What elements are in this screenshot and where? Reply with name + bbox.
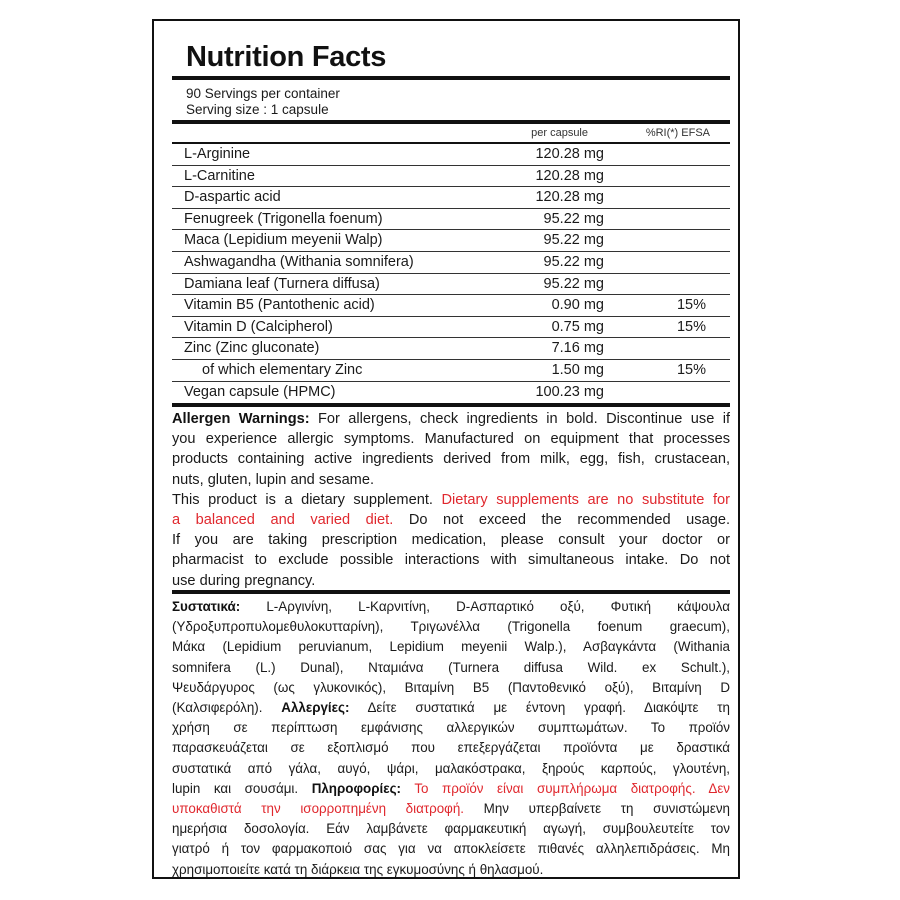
greek-text: Συστατικά: L-Αργινίνη, L-Καρνιτίνη, D-Ασπαρτικό οξύ, Φυτική κάψουλα (Υδροξυπροπυλομεθυλοκυτταρίνη), Τριγωνέλλα (Trigonella foenum graecum), Μάκα (Lepidium peruvianum, Lepidium meyenii Walp.), Ασβαγκάντα (Withania somnifera (L.) Dunal), Νταμιάνα (Turnera diffusa Wild. ex Schult.), Ψευδάργυρος (ως γλυκονικός), Βιταμίνη B5 (Παντοθενικό οξύ), Βιταμίνη D (Καλσιφερόλη). Αλλεργίες: Δείτε συστατικά με έντονη γραφή. Διακόψτε τη χρήση σε περίπτωση εμφάνισης αλλεργικών συμπτωμάτων. Το προϊόν παρασκευάζεται σε εξοπλισμό που επεξεργάζεται προϊόντα με δραστικά συστατικά από γάλα, αυγό, ψάρι, μαλακόστρακα, ξηρούς καρπούς, γλουτένη, lupin και σουσάμι. Πληροφορίες: Το προϊόν είναι συμπλήρωμα διατροφής. Δεν υποκαθιστά την ισορροπημένη διατροφή. Μην υπερβαίνετε τη συνιστώμενη ημερήσια δοσολογία. Εάν λαμβάνετε φαρμακευτική αγωγή, συμβουλευτείτε τον γιατρό ή τον φαρμακοποιό σας για να αποκλείσετε πιθανές αλληλεπιδράσεις. Μη χρησιμοποιείτε κατά τη διάρκεια της εγκυμοσύνης ή θηλασμού. [172, 599, 730, 877]
nutrient-amount: 0.90 mg [551, 297, 604, 314]
nutrient-name: Zinc (Zinc gluconate) [184, 340, 320, 357]
nutrient-amount: 95.22 mg [543, 275, 604, 292]
table-row [172, 166, 730, 188]
nutrient-name: Vitamin B5 (Pantothenic acid) [184, 297, 375, 314]
table-bottom-divider [172, 403, 730, 407]
table-row [172, 144, 730, 166]
nutrient-name: Fenugreek (Trigonella foenum) [184, 210, 383, 227]
allergen-label: Allergen Warnings: [172, 411, 310, 427]
table-row [172, 382, 730, 404]
greek-warning-red-cont: υποκαθιστά την ισορροπημένη διατροφή. [172, 801, 465, 817]
nutrient-amount: 1.50 mg [551, 362, 604, 378]
nutrient-name: L-Arginine [184, 146, 251, 162]
ingredients-label: Συστατικά: [172, 599, 241, 614]
nutrient-amount: 95.22 mg [543, 210, 604, 227]
nutrient-ri: 15% [676, 297, 706, 314]
nutrient-amount: 100.23 mg [535, 383, 604, 400]
nutrient-ri: 15% [676, 318, 706, 335]
nutrient-ri: 15% [676, 362, 706, 378]
nutrient-amount: 120.28 mg [535, 189, 604, 206]
nutrition-label-panel [152, 19, 740, 879]
dietary-warning-red-cont: a balanced and varied diet. [172, 512, 394, 529]
table-row [172, 187, 730, 209]
table-row [172, 209, 730, 231]
nutrient-amount: 95.22 mg [543, 232, 604, 249]
title-divider [172, 76, 730, 80]
column-header-ri: %RI(*) EFSA [645, 127, 710, 139]
nutrient-amount: 120.28 mg [535, 146, 604, 162]
serving-size: Serving size : 1 capsule [186, 102, 329, 117]
allergies-label: Αλλεργίες: [281, 700, 350, 716]
dietary-warning-red: Dietary supplements are no substitute for [441, 491, 730, 508]
english-warnings: Allergen Warnings: For allergens, check ingredients in bold. Discontinue use if you experience allergic symptoms. Manufactured on equipment that processes products containing active ingredients derived from milk, egg, fish, crustacean, nuts, gluten, lupin and sesame. This product is a dietary supplement. Dietary supplements are no substitute for a balanced and varied diet. Do not exceed the recommended usage. If you are taking prescription medication, please consult your doctor or pharmacist to exclude possible interactions with simultaneous intake. Do not use during pregnancy. [172, 411, 730, 589]
table-row [172, 274, 730, 296]
nutrient-amount: 0.75 mg [551, 318, 604, 335]
table-row [172, 338, 730, 360]
column-header-per-capsule: per capsule [531, 127, 588, 139]
nutrient-name: Ashwagandha (Withania somnifera) [184, 254, 414, 270]
table-row [172, 360, 730, 382]
nutrient-name: Damiana leaf (Turnera diffusa) [184, 275, 380, 292]
info-label: Πληροφορίες: [311, 780, 401, 796]
language-divider [172, 590, 730, 594]
nutrient-name: Maca (Lepidium meyenii Walp) [184, 232, 383, 249]
nutrient-name: L-Carnitine [184, 167, 255, 184]
page-title: Nutrition Facts [186, 41, 387, 73]
nutrient-name: of which elementary Zinc [202, 362, 363, 378]
serving-divider [172, 120, 730, 124]
nutrient-name: Vitamin D (Calcipherol) [184, 318, 333, 335]
table-row [172, 317, 730, 339]
nutrient-name: D-aspartic acid [184, 189, 281, 206]
table-row [172, 230, 730, 252]
nutrient-amount: 95.22 mg [543, 254, 604, 270]
table-row [172, 252, 730, 274]
greek-warning-red: Το προϊόν είναι συμπλήρωμα διατροφής. Δεν [401, 780, 730, 796]
nutrient-amount: 120.28 mg [535, 167, 604, 184]
servings-per-container: 90 Servings per container [186, 86, 340, 101]
nutrient-amount: 7.16 mg [551, 340, 604, 357]
nutrient-name: Vegan capsule (HPMC) [184, 383, 336, 400]
table-row [172, 295, 730, 317]
